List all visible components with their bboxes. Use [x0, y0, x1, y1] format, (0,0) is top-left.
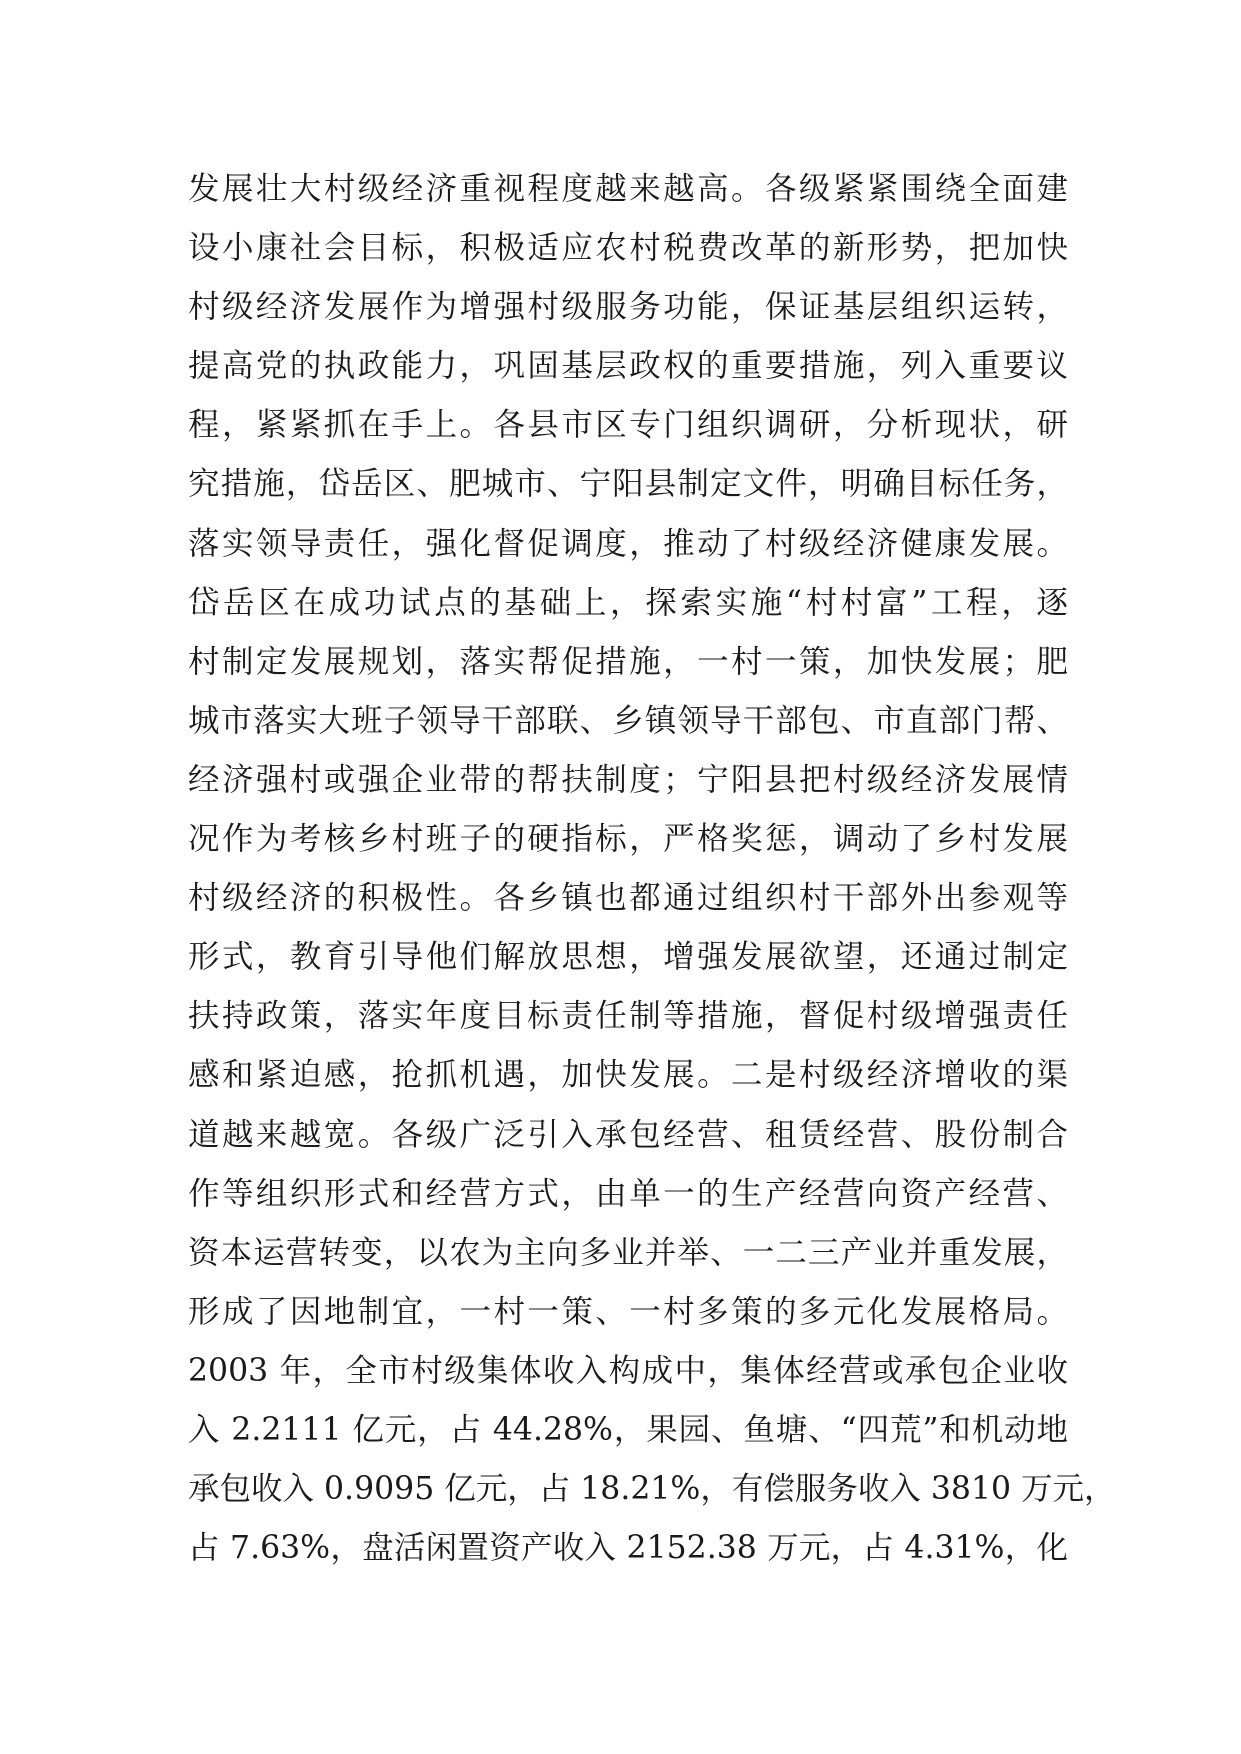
text-line: 入 2.2111 亿元，占 44.28%，果园、鱼塘、“四荒”和机动地 [188, 1411, 1068, 1448]
text-line: 作等组织形式和经营方式，由单一的生产经营向资产经营、 [188, 1175, 1068, 1212]
body-text [188, 160, 1116, 1578]
text-line: 村级经济的积极性。各乡镇也都通过组织村干部外出参观等 [188, 880, 1068, 917]
text-line: 村制定发展规划，落实帮促措施，一村一策，加快发展；肥 [188, 643, 1068, 680]
text-line: 况作为考核乡村班子的硬指标，严格奖惩，调动了乡村发展 [188, 821, 1068, 858]
text-line: 形式，教育引导他们解放思想，增强发展欲望，还通过制定 [188, 939, 1068, 976]
text-line: 占 7.63%，盘活闲置资产收入 2152.38 万元，占 4.31%，化 [188, 1530, 1068, 1567]
text-line: 经济强村或强企业带的帮扶制度；宁阳县把村级经济发展情 [188, 761, 1068, 798]
text-line: 形成了因地制宜，一村一策、一村多策的多元化发展格局。 [188, 1293, 1068, 1330]
text-line: 落实领导责任，强化督促调度，推动了村级经济健康发展。 [188, 525, 1068, 562]
text-line: 承包收入 0.9095 亿元，占 18.21%，有偿服务收入 3810 万元， [188, 1471, 1116, 1508]
text-line: 发展壮大村级经济重视程度越来越高。各级紧紧围绕全面建 [188, 171, 1068, 207]
text-line: 感和紧迫感，抢抓机遇，加快发展。二是村级经济增收的渠 [188, 1057, 1068, 1094]
text-line: 程，紧紧抓在手上。各县市区专门组织调研，分析现状，研 [188, 407, 1068, 444]
text-line: 扶持政策，落实年度目标责任制等措施，督促村级增强责任 [188, 998, 1068, 1035]
text-line: 道越来越宽。各级广泛引入承包经营、租赁经营、股份制合 [188, 1116, 1068, 1153]
text-line: 村级经济发展作为增强村级服务功能，保证基层组织运转， [188, 289, 1068, 326]
text-line: 究措施，岱岳区、肥城市、宁阳县制定文件，明确目标任务， [188, 466, 1068, 503]
text-line: 提高党的执政能力，巩固基层政权的重要措施，列入重要议 [188, 348, 1068, 385]
text-line: 设小康社会目标，积极适应农村税费改革的新形势，把加快 [188, 230, 1068, 267]
text-line: 2003 年，全市村级集体收入构成中，集体经营或承包企业收 [188, 1352, 1068, 1389]
text-line: 城市落实大班子领导干部联、乡镇领导干部包、市直部门帮、 [188, 702, 1068, 739]
text-line: 资本运营转变，以农为主向多业并举、一二三产业并重发展， [188, 1234, 1068, 1271]
text-line: 岱岳区在成功试点的基础上，探索实施“村村富”工程，逐 [188, 584, 1068, 621]
